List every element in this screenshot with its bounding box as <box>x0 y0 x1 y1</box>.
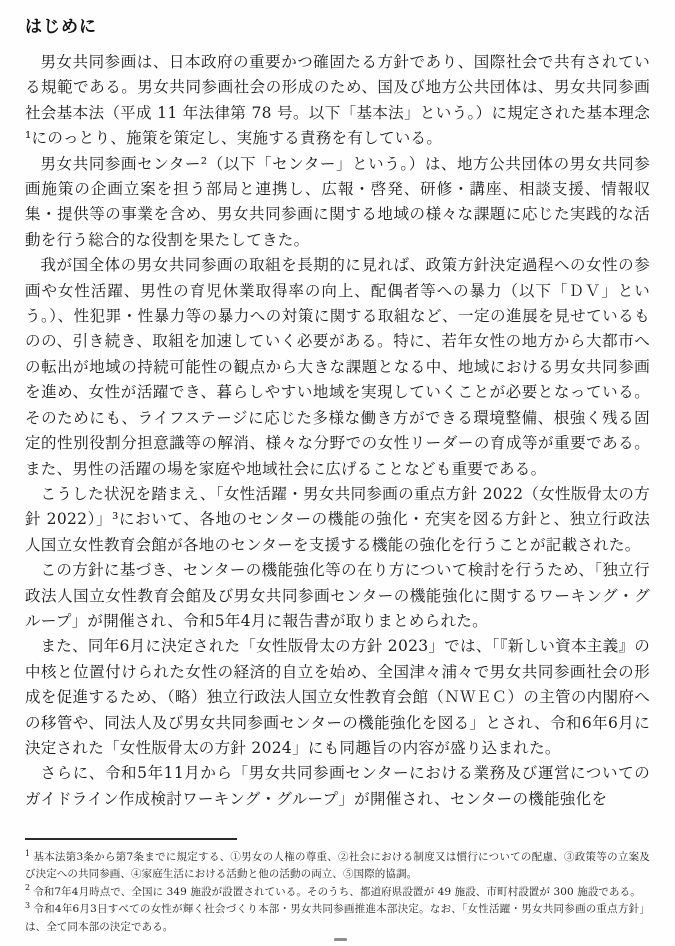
footnote-1 <box>25 849 650 884</box>
page-title: はじめに <box>25 17 97 37</box>
body-paragraph-1: 男女共同参画は、日本政府の重要かつ確固たる方針であり、国際社会で共有されている規範である。男女共同参画社会の形成のため、国及び地方公共団体は、男女共同参画社会基本法（平成 11 年法律第 78 号。以下「基本法」という。）に規定された基本理念¹にのっとり、施策を策定し、実施する責務を有している。 <box>25 53 650 148</box>
footnote-2 <box>25 884 650 901</box>
footnote-1-marker: 1 <box>25 848 31 858</box>
footnote-3 <box>25 901 650 936</box>
footnote-area <box>25 836 650 936</box>
footnote-2-marker: 2 <box>25 883 31 893</box>
page-number-partial <box>334 938 347 941</box>
body-paragraph-7: さらに、令和5年11月から「男女共同参画センターにおける業務及び運営についてのガイドライン作成検討ワーキング・グループ」が開催され、センターの機能強化を <box>25 764 650 808</box>
footnote-3-text: 令和4年6月3日すべての女性が輝く社会づくり本部・男女共同参画推進本部決定。なお、「女性活躍・男女共同参画の重点方針」は、全て同本部の決定である。 <box>25 903 650 933</box>
body-paragraph-3: 我が国全体の男女共同参画の取組を長期的に見れば、政策方針決定過程への女性の参画や女性活躍、男性の育児休業取得率の向上、配偶者等への暴力（以下「ＤＶ」という。）、性犯罪・性暴力等の暴力への対策に関する取組など、一定の進展を見せているものの、引き続き、取組を加速していく必要がある。特に、若年女性の地方から大都市への転出が地域の持続可能性の観点から大きな課題となる中、地域における男女共同参画を進め、女性が活躍でき、暮らしやすい地域を実現していくことが必要となっている。そのためにも、ライフステージに応じた多様な働き方ができる環境整備、根強く残る固定的性別役割分担意識等の解消、様々な分野での女性リーダーの育成等が重要である。また、男性の活躍の場を家庭や地域社会に広げることなども重要である。 <box>25 256 650 478</box>
body-paragraph-6: また、同年6月に決定された「女性版骨太の方針 2023」では、「『新しい資本主義』の中核と位置付けられた女性の経済的自立を始め、全国津々浦々で男女共同参画社会の形成を促進するため、（略）独立行政法人国立女性教育会館（ＮＷＥＣ）の主管の内閣府への移管や、同法人及び男女共同参画センターの機能強化を図る」とされ、令和6年6月に決定された「女性版骨太の方針 2024」にも同趣旨の内容が盛り込まれた。 <box>25 637 650 757</box>
document-body <box>25 50 650 812</box>
footnote-separator <box>25 838 237 840</box>
footnote-1-text: 基本法第3条から第7条までに規定する、①男女の人権の尊重、②社会における制度又は慣行についての配慮、③政策等の立案及び決定への共同参画、④家庭生活における活動と他の活動の両立、⑤国際的協調。 <box>25 851 650 881</box>
body-paragraph-2: 男女共同参画センター²（以下「センター」という。）は、地方公共団体の男女共同参画施策の企画立案を担う部局と連携し、広報・啓発、研修・講座、相談支援、情報収集・提供等の事業を含め、男女共同参画に関する地域の様々な課題に応じた実践的な活動を行う総合的な役割を果たしてきた。 <box>25 154 650 249</box>
footnote-2-text: 令和7年4月時点で、全国に 349 施設が設置されている。そのうち、都道府県設置が 49 施設、市町村設置が 300 施設である。 <box>33 885 641 898</box>
footnote-3-marker: 3 <box>25 900 31 910</box>
body-paragraph-5: この方針に基づき、センターの機能強化等の在り方について検討を行うため、「独立行政法人国立女性教育会館及び男女共同参画センターの機能強化に関するワーキング・グループ」が開催され、令和5年4月に報告書が取りまとめられた。 <box>25 561 650 630</box>
body-paragraph-4: こうした状況を踏まえ、「女性活躍・男女共同参画の重点方針 2022（女性版骨太の方針 2022）」³において、各地のセンターの機能の強化・充実を図る方針と、独立行政法人国立女性教育会館が各地のセンターを支援する機能の強化を行うことが記載された。 <box>25 484 650 554</box>
